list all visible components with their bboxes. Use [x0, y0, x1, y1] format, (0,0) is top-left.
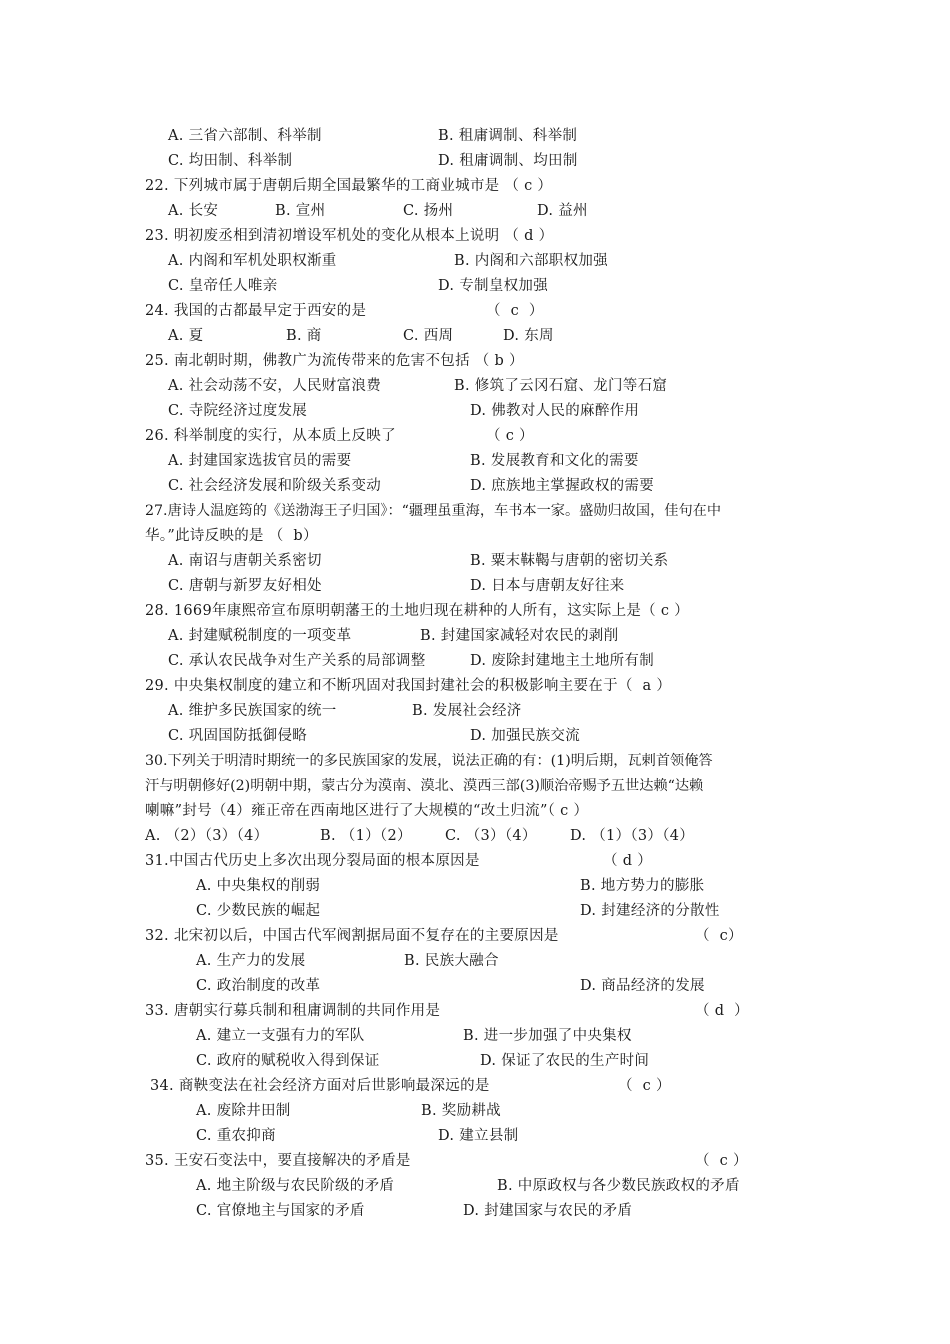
- q23-stem: 23. 明初废丞相到清初增设军机处的变化从根本上说明 （ d ）: [145, 228, 554, 244]
- q24-option-b: B. 商: [286, 328, 322, 344]
- q29-option-d: D. 加强民族交流: [470, 728, 581, 744]
- q22-option-b: B. 宣州: [275, 203, 326, 219]
- q21-option-a: A. 三省六部制、科举制: [168, 128, 322, 144]
- q31-stem: 31.中国古代历史上多次出现分裂局面的根本原因是: [145, 853, 480, 869]
- q33-option-c: C. 政府的赋税收入得到保证: [196, 1053, 380, 1069]
- q26-stem: 26. 科举制度的实行，从本质上反映了: [145, 428, 396, 444]
- q24-option-a: A. 夏: [168, 328, 204, 344]
- q27-option-d: D. 日本与唐朝友好往来: [470, 578, 625, 594]
- q24-answer: （ c ）: [486, 303, 544, 319]
- q26-option-d: D. 庶族地主掌握政权的需要: [470, 478, 655, 494]
- q30-option-c: C. （3）（4）: [445, 828, 537, 844]
- q25-option-a: A. 社会动荡不安，人民财富浪费: [168, 378, 381, 394]
- q34-option-a: A. 废除井田制: [196, 1103, 291, 1119]
- q32-option-d: D. 商品经济的发展: [580, 978, 705, 994]
- q32-stem: 32. 北宋初以后，中国古代军阀割据局面不复存在的主要原因是: [145, 928, 559, 944]
- q32-option-a: A. 生产力的发展: [196, 953, 306, 969]
- q31-option-c: C. 少数民族的崛起: [196, 903, 321, 919]
- q24-option-d: D. 东周: [503, 328, 554, 344]
- q31-option-b: B. 地方势力的膨胀: [580, 878, 705, 894]
- q31-option-d: D. 封建经济的分散性: [580, 903, 720, 919]
- q25-option-b: B. 修筑了云冈石窟、龙门等石窟: [454, 378, 668, 394]
- q25-option-c: C. 寺院经济过度发展: [168, 403, 308, 419]
- q22-option-a: A. 长安: [168, 203, 219, 219]
- q27-option-c: C. 唐朝与新罗友好相处: [168, 578, 322, 594]
- q28-option-b: B. 封建国家减轻对农民的剥削: [420, 628, 619, 644]
- q27-option-b: B. 粟末靺鞨与唐朝的密切关系: [470, 553, 669, 569]
- q30-option-b: B. （1）（2）: [320, 828, 412, 844]
- q33-stem: 33. 唐朝实行募兵制和租庸调制的共同作用是: [145, 1003, 441, 1019]
- q30-option-d: D. （1）（3）（4）: [570, 828, 695, 844]
- q25-option-d: D. 佛教对人民的麻醉作用: [470, 403, 640, 419]
- q31-option-a: A. 中央集权的削弱: [196, 878, 321, 894]
- q28-option-d: D. 废除封建地主土地所有制: [470, 653, 655, 669]
- q24-option-c: C. 西周: [403, 328, 454, 344]
- q34-answer: （ c ）: [618, 1078, 671, 1094]
- q30-option-a: A. （2）（3）（4）: [145, 828, 269, 844]
- q30-stem-line3: 喇嘛”封号（4）雍正帝在西南地区进行了大规模的“改土归流”（ c ）: [145, 803, 589, 819]
- q22-option-d: D. 益州: [537, 203, 588, 219]
- q23-option-b: B. 内阁和六部职权加强: [454, 253, 608, 269]
- q35-stem: 35. 王安石变法中，要直接解决的矛盾是: [145, 1153, 411, 1169]
- q29-option-b: B. 发展社会经济: [412, 703, 522, 719]
- q27-stem-line2: 华。”此诗反映的是 （ b）: [145, 528, 318, 544]
- q26-answer: （ c ）: [486, 428, 534, 444]
- q32-option-c: C. 政治制度的改革: [196, 978, 321, 994]
- q27-option-a: A. 南诏与唐朝关系密切: [168, 553, 322, 569]
- q28-option-c: C. 承认农民战争对生产关系的局部调整: [168, 653, 426, 669]
- q32-option-b: B. 民族大融合: [404, 953, 499, 969]
- q21-option-c: C. 均田制、科举制: [168, 153, 293, 169]
- q33-answer: （ d ）: [695, 1003, 749, 1019]
- q27-stem-line1: 27.唐诗人温庭筠的《送渤海王子归国》：“疆理虽重海，车书本一家。盛勋归故国，佳句在中: [145, 503, 722, 519]
- q34-option-c: C. 重农抑商: [196, 1128, 276, 1144]
- q28-option-a: A. 封建赋税制度的一项变革: [168, 628, 352, 644]
- q22-stem: 22. 下列城市属于唐朝后期全国最繁华的工商业城市是 （ c ）: [145, 178, 553, 194]
- q29-stem: 29. 中央集权制度的建立和不断巩固对我国封建社会的积极影响主要在于（ a ）: [145, 678, 672, 694]
- q35-option-b: B. 中原政权与各少数民族政权的矛盾: [497, 1178, 740, 1194]
- q32-answer: （ c）: [695, 928, 743, 944]
- q29-option-a: A. 维护多民族国家的统一: [168, 703, 337, 719]
- q29-option-c: C. 巩固国防抵御侵略: [168, 728, 308, 744]
- q26-option-c: C. 社会经济发展和阶级关系变动: [168, 478, 382, 494]
- q33-option-b: B. 进一步加强了中央集权: [463, 1028, 632, 1044]
- q30-stem-line2: 汗与明朝修好(2)明朝中期，蒙古分为漠南、漠北、漠西三部(3)顺治帝赐予五世达赖“达赖: [145, 778, 704, 794]
- q34-stem: 34. 商鞅变法在社会经济方面对后世影响最深远的是: [150, 1078, 490, 1094]
- q26-option-b: B. 发展教育和文化的需要: [470, 453, 639, 469]
- q34-option-b: B. 奖励耕战: [421, 1103, 501, 1119]
- q26-option-a: A. 封建国家选拔官员的需要: [168, 453, 352, 469]
- q22-option-c: C. 扬州: [403, 203, 454, 219]
- q31-answer: （ d ）: [603, 853, 652, 869]
- q21-option-b: B. 租庸调制、科举制: [438, 128, 578, 144]
- q23-option-d: D. 专制皇权加强: [438, 278, 549, 294]
- q28-stem: 28. 1669年康熙帝宣布原明朝藩王的土地归现在耕种的人所有，这实际上是（ c ）: [145, 603, 690, 619]
- q35-option-d: D. 封建国家与农民的矛盾: [463, 1203, 633, 1219]
- q33-option-a: A. 建立一支强有力的军队: [196, 1028, 365, 1044]
- q35-option-a: A. 地主阶级与农民阶级的矛盾: [196, 1178, 395, 1194]
- q35-option-c: C. 官僚地主与国家的矛盾: [196, 1203, 365, 1219]
- q25-stem: 25. 南北朝时期，佛教广为流传带来的危害不包括 （ b ）: [145, 353, 524, 369]
- q23-option-a: A. 内阁和军机处职权渐重: [168, 253, 337, 269]
- q24-stem: 24. 我国的古都最早定于西安的是: [145, 303, 367, 319]
- q35-answer: （ c ）: [695, 1153, 748, 1169]
- q33-option-d: D. 保证了农民的生产时间: [480, 1053, 650, 1069]
- q34-option-d: D. 建立县制: [438, 1128, 519, 1144]
- q23-option-c: C. 皇帝任人唯亲: [168, 278, 278, 294]
- q21-option-d: D. 租庸调制、均田制: [438, 153, 578, 169]
- q30-stem-line1: 30.下列关于明清时期统一的多民族国家的发展，说法正确的有：(1)明后期，瓦剌首领俺答: [145, 753, 713, 769]
